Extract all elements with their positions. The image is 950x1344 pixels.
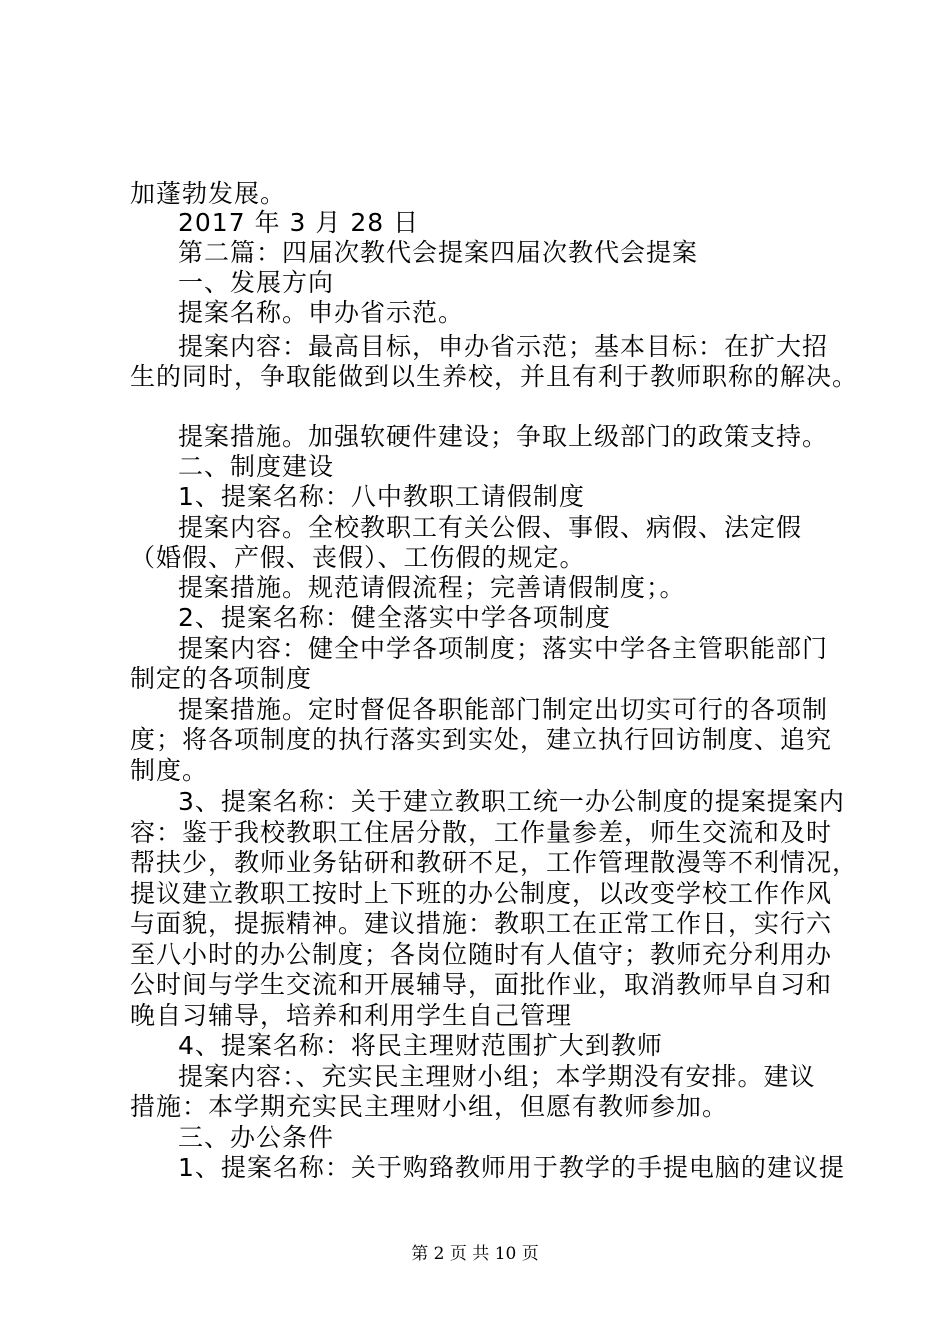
body-line: 措施：本学期充实民主理财小组，但愿有教师参加。 [130,1092,729,1121]
body-line: 3、提案名称：关于建立教职工统一办公制度的提案提案内 [178,787,845,816]
body-line: 与面貌，提振精神。建议措施：教职工在正常工作日，实行六 [130,909,833,938]
body-line: （婚假、产假、丧假）、工伤假的规定。 [130,543,586,572]
body-line: 提案内容：、充实民主理财小组；本学期没有安排。建议 [178,1062,816,1091]
body-line: 容：鉴于我校教职工住居分散，工作量参差，师生交流和及时 [130,818,833,847]
body-line: 制定的各项制度 [130,664,313,693]
body-line: 提议建立教职工按时上下班的办公制度，以改变学校工作作风 [130,879,833,908]
body-line: 2、提案名称：健全落实中学各项制度 [178,603,611,632]
body-line: 生的同时，争取能做到以生养校，并且有利于教师职称的解决。 [130,362,859,391]
body-line: 公时间与学生交流和开展辅导，面批作业，取消教师早自习和 [130,970,833,999]
body-line: 至八小时的办公制度；各岗位随时有人值守；教师充分利用办 [130,940,833,969]
body-line: 制度。 [130,756,209,785]
date-line: 2017 年 3 月 28 日 [178,208,420,237]
section-heading: 三、办公条件 [178,1123,335,1152]
body-line: 加蓬勃发展。 [130,179,287,208]
section-title: 第二篇：四届次教代会提案四届次教代会提案 [178,238,699,267]
page-number-footer: 第 2 页 共 10 页 [411,1244,539,1264]
section-heading: 二、制度建设 [178,452,335,481]
body-line: 提案内容：健全中学各项制度；落实中学各主管职能部门 [178,634,829,663]
body-line: 1、提案名称：八中教职工请假制度 [178,482,585,511]
body-line: 帮扶少，教师业务钻研和教研不足，工作管理散漫等不利情况， [130,848,859,877]
body-line: 提案内容。全校教职工有关公假、事假、病假、法定假 [178,513,803,542]
section-heading: 一、发展方向 [178,268,335,297]
body-line: 度；将各项制度的执行落实到实处，建立执行回访制度、追究 [130,725,833,754]
body-line: 提案措施。定时督促各职能部门制定出切实可行的各项制 [178,695,829,724]
body-line: 提案措施。加强软硬件建设；争取上级部门的政策支持。 [178,422,829,451]
body-line: 提案内容：最高目标，申办省示范；基本目标：在扩大招 [178,332,829,361]
body-line: 晚自习辅导，培养和利用学生自己管理 [130,1001,573,1030]
body-line: 提案措施。规范请假流程；完善请假制度；。 [178,573,686,602]
body-line: 1、提案名称：关于购臵教师用于教学的手提电脑的建议提 [178,1153,845,1182]
body-line: 提案名称。申办省示范。 [178,298,465,327]
body-line: 4、提案名称：将民主理财范围扩大到教师 [178,1031,663,1060]
